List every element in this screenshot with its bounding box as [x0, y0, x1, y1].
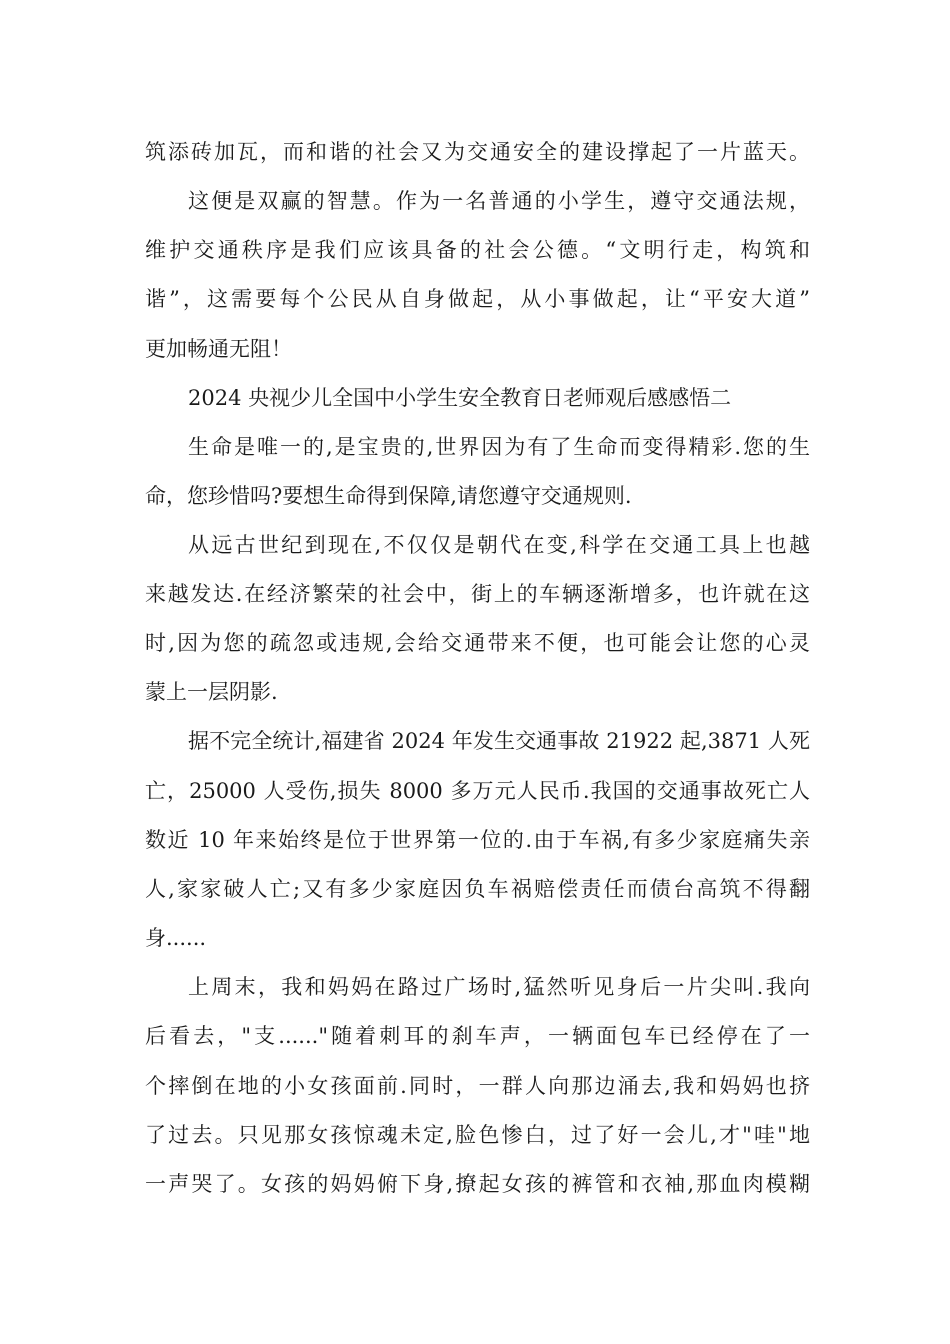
paragraph-first-line: 这便是双赢的智慧。作为一名普通的小学生，遵守交通法规，: [188, 189, 810, 213]
paragraph-first-line: 据不完全统计,福建省 2024 年发生交通事故 21922 起,3871 人死: [188, 729, 810, 753]
text-line: 数近 10 年来始终是位于世界第一位的.由于车祸,有多少家庭痛失亲: [145, 828, 810, 852]
text-line: 命，您珍惜吗?要想生命得到保障,请您遵守交通规则.: [145, 484, 632, 508]
text-line: 来越发达.在经济繁荣的社会中，街上的车辆逐渐增多，也许就在这: [145, 582, 810, 606]
text-line: 蒙上一层阴影.: [145, 680, 278, 704]
text-line: 人,家家破人亡;又有多少家庭因负车祸赔偿责任而债台高筑不得翻: [145, 877, 810, 901]
text-line: 谐”，这需要每个公民从自身做起，从小事做起，让“平安大道”: [145, 287, 810, 311]
paragraph-first-line: 生命是唯一的,是宝贵的,世界因为有了生命而变得精彩.您的生: [188, 435, 810, 459]
text-line: 了过去。只见那女孩惊魂未定,脸色惨白，过了好一会儿,才"哇"地: [145, 1123, 810, 1147]
text-line: 一声哭了。女孩的妈妈俯下身,撩起女孩的裤管和衣袖,那血肉模糊: [145, 1172, 810, 1196]
text-line: 更加畅通无阻！: [145, 337, 292, 361]
paragraph-first-line: 从远古世纪到现在,不仅仅是朝代在变,科学在交通工具上也越: [188, 533, 810, 557]
text-line: 身......: [145, 926, 207, 950]
text-line: 个摔倒在地的小女孩面前.同时，一群人向那边涌去,我和妈妈也挤: [145, 1074, 810, 1098]
text-line: 时,因为您的疏忽或违规,会给交通带来不便，也可能会让您的心灵: [145, 631, 810, 655]
text-line: 筑添砖加瓦，而和谐的社会又为交通安全的建设撑起了一片蓝天。: [145, 140, 810, 164]
section-heading: 2024 央视少儿全国中小学生安全教育日老师观后感感悟二: [188, 386, 732, 410]
text-line: 亡，25000 人受伤,损失 8000 多万元人民币.我国的交通事故死亡人: [145, 779, 810, 803]
text-line: 维护交通秩序是我们应该具备的社会公德。“文明行走，构筑和: [145, 238, 810, 262]
paragraph-first-line: 上周末，我和妈妈在路过广场时,猛然听见身后一片尖叫.我向: [188, 975, 810, 999]
text-line: 后看去，"支......"随着刺耳的刹车声，一辆面包车已经停在了一: [145, 1024, 810, 1048]
